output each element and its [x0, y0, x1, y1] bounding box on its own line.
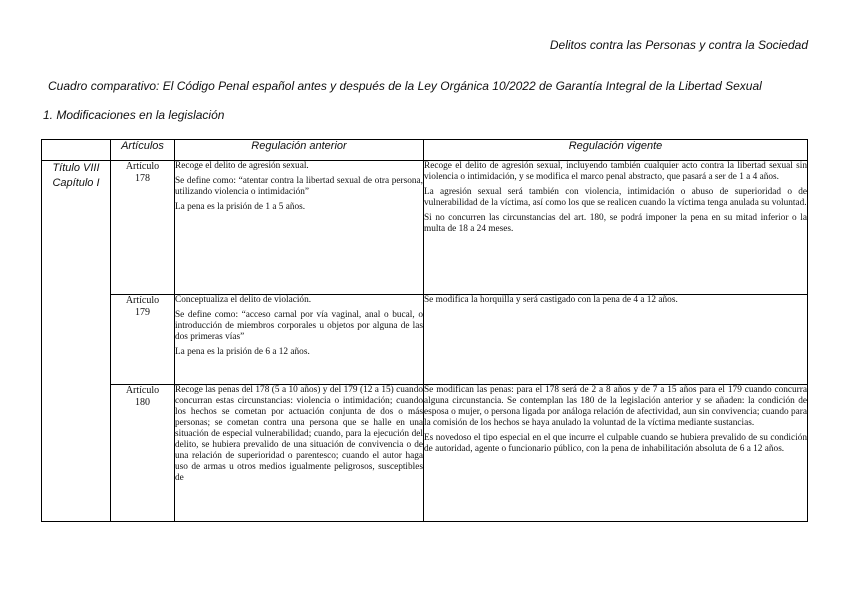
vigente-paragraph: Es novedoso el tipo especial en el que incurre el culpable cuando se hubiera prevalido de su condición de autoridad, agente o funcionario público, con la pena de inhabilitación absoluta de 6 a 12 años.	[424, 433, 807, 454]
header-regulacion-anterior: Regulación anterior	[175, 140, 424, 161]
table-row	[42, 385, 808, 522]
vigente-paragraph: La agresión sexual será también con violencia, intimidación o abuso de superioridad o de vulnerabilidad de la víctima, así como los que se realicen cuando la víctima tenga anulada su voluntad.	[424, 187, 807, 208]
article-number: 180	[135, 397, 150, 408]
anterior-paragraph: Conceptualiza el delito de violación.	[175, 295, 312, 305]
article-label: Artículo	[125, 385, 160, 396]
article-number: 178	[135, 173, 150, 184]
comparison-table	[41, 139, 808, 522]
vigente-paragraph: Recoge el delito de agresión sexual, incluyendo también cualquier acto contra la libertad sexual sin violencia o intimidación, y se modifica el marco penal abstracto, que pasará a ser de 1 a 4 años.	[424, 161, 807, 182]
vigente-paragraph: Si no concurren las circunstancias del art. 180, se podrá imponer la pena en su mitad inferior o la multa de 18 a 24 meses.	[424, 213, 807, 234]
regulacion-anterior-cell	[175, 295, 424, 385]
article-label: Artículo	[125, 295, 160, 306]
section-title: 1. Modificaciones en la legislación	[43, 108, 225, 122]
anterior-paragraph: Se define como: “atentar contra la libertad sexual de otra persona, utilizando violencia o intimidación”	[175, 176, 423, 197]
article-cell	[111, 161, 175, 295]
anterior-text-clip	[175, 385, 423, 521]
article-cell	[111, 385, 175, 522]
regulacion-anterior-cell	[175, 161, 424, 295]
anterior-paragraph: Se define como: “acceso carnal por vía vaginal, anal o bucal, o introducción de miembros corporales u objetos por alguna de las dos primeras vías”	[175, 310, 423, 342]
header-articulos: Artículos	[111, 140, 175, 161]
document-title: Cuadro comparativo: El Código Penal español antes y después de la Ley Orgánica 10/2022 de Garantía Integral de la Libertad Sexual	[48, 79, 762, 93]
article-number: 179	[135, 307, 150, 318]
anterior-paragraph: Recoge las penas del 178 (5 a 10 años) y del 179 (12 a 15) cuando concurran estas circunstancias: violencia o intimidación; cuando los hechos se cometan por actuación conjunta de dos o más personas; se cometan contra una persona que se halle en una situación de especial vulnerabilidad; cuando, para la ejecución del delito, se hubiera prevalido de una situación de convivencia o de una relación de superioridad o parentesco; cuando el autor haga uso de armas u otros medios igualmente peligrosos, susceptibles de	[175, 385, 423, 483]
article-cell	[111, 295, 175, 385]
table-row	[42, 161, 808, 295]
article-label: Artículo	[125, 161, 160, 172]
group-title-line-2: Capítulo I	[52, 177, 100, 189]
anterior-paragraph: La pena es la prisión de 6 a 12 años.	[175, 347, 310, 357]
regulacion-vigente-cell	[424, 385, 808, 522]
group-title-line-1: Título VIII	[52, 162, 100, 174]
header-regulacion-vigente: Regulación vigente	[424, 140, 808, 161]
regulacion-anterior-cell	[175, 385, 424, 522]
vigente-paragraph: Se modifica la horquilla y será castigado con la pena de 4 a 12 años.	[424, 295, 678, 305]
vigente-paragraph: Se modifican las penas: para el 178 será de 2 a 8 años y de 7 a 15 años para el 179 cuando concurra alguna circunstancia. Se contemplan las 180 de la legislación anterior y se añaden: la condición de esposa o mujer, o persona ligada por análoga relación de afectividad, aun sin convivencia; cuando para la comisión de los hechos se haya anulado la voluntad de la víctima mediante sustancias.	[424, 385, 807, 428]
anterior-paragraph: Recoge el delito de agresión sexual.	[175, 161, 309, 171]
empty-corner-cell	[42, 140, 111, 161]
group-title-cell	[42, 161, 111, 522]
regulacion-vigente-cell	[424, 161, 808, 295]
table-header-row	[42, 140, 808, 161]
regulacion-vigente-cell	[424, 295, 808, 385]
anterior-paragraph: La pena es la prisión de 1 a 5 años.	[175, 202, 306, 212]
table-row	[42, 295, 808, 385]
running-header: Delitos contra las Personas y contra la Sociedad	[549, 38, 808, 52]
